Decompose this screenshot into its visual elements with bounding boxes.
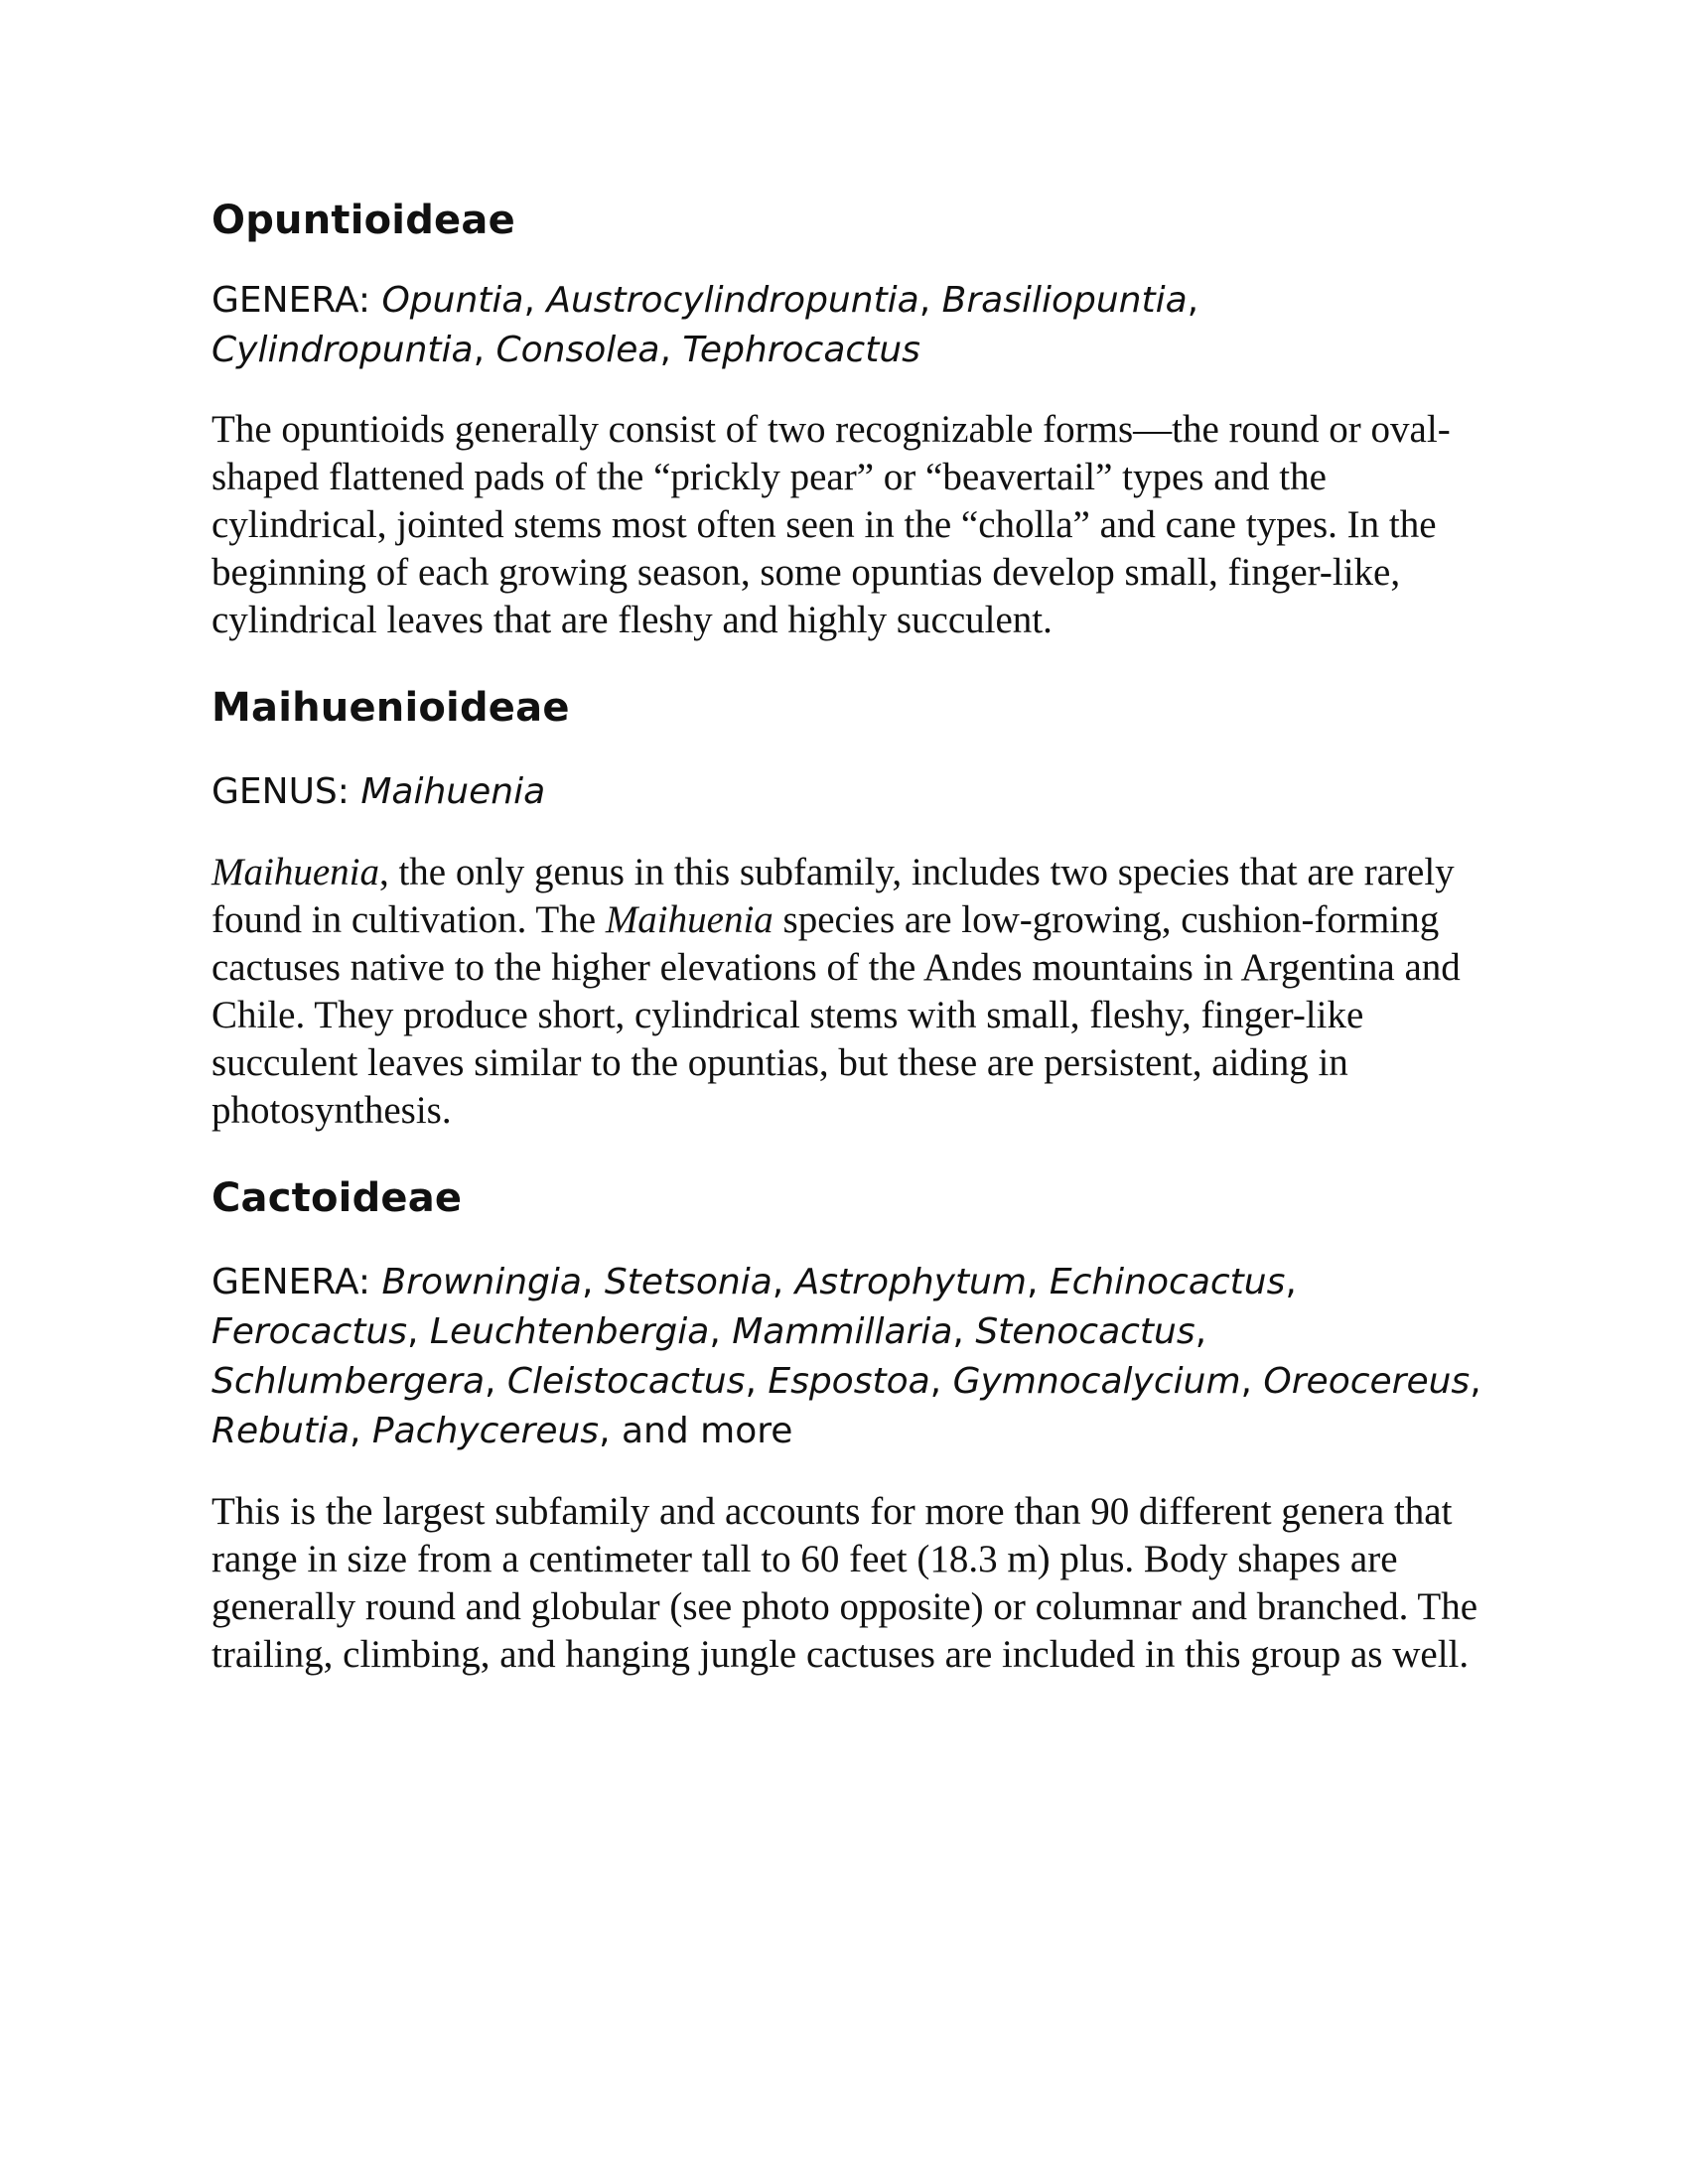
genus-name: Rebutia bbox=[211, 1411, 351, 1451]
genus-name: Brasiliopuntia bbox=[941, 280, 1188, 321]
genus-name: Astrophytum bbox=[794, 1262, 1027, 1302]
genus-separator: , bbox=[659, 330, 683, 370]
genus-separator: , bbox=[1187, 280, 1199, 321]
genera-list bbox=[211, 276, 1482, 375]
body-text-run: This is the largest subfamily and accounts for more than 90 different genera that range in size from a centimeter tall to 60 feet (18.3 m) plus. Body shapes are generally round and globular (see photo opposite) or columnar and branched. The trailing, climbing, and hanging jungle cactuses are included in this group as well. bbox=[211, 1490, 1478, 1676]
section-maihuenioideae bbox=[211, 684, 1502, 1135]
genus-name: Austrocylindropuntia bbox=[546, 280, 919, 321]
section-heading: Opuntioideae bbox=[211, 198, 515, 243]
genus-separator: , bbox=[709, 1311, 733, 1352]
genera-label: GENUS: bbox=[211, 771, 350, 812]
genus-separator: , bbox=[485, 1361, 507, 1402]
body-text-run-italic: Maihuenia bbox=[211, 851, 379, 893]
genus-name: Stenocactus bbox=[975, 1311, 1196, 1352]
genus-name: Cleistocactus bbox=[506, 1361, 746, 1402]
genus-name: Consolea bbox=[495, 330, 660, 370]
body-text-run: species are low-growing, cushion-forming cactuses native to the higher elevations of the Andes mountains in Argentina and Chile. They produce short, cylindrical stems with small, fleshy, finger-like succulent leaves similar to the opuntias, but these are persistent, aiding in photosynthesis. bbox=[211, 898, 1461, 1132]
section-heading: Cactoideae bbox=[211, 1175, 463, 1221]
genus-separator: , bbox=[1026, 1262, 1050, 1302]
genus-name: Espostoa bbox=[768, 1361, 930, 1402]
genus-name: Tephrocactus bbox=[682, 330, 920, 370]
genera-list bbox=[211, 1258, 1482, 1456]
genus-separator: , bbox=[929, 1361, 953, 1402]
genus-separator: , bbox=[581, 1262, 605, 1302]
section-body bbox=[211, 1488, 1492, 1679]
genera-label: GENERA: bbox=[211, 1262, 370, 1302]
genus-name: Browningia bbox=[381, 1262, 582, 1302]
genus-separator: , bbox=[1240, 1361, 1264, 1402]
genus-separator: , bbox=[1195, 1311, 1207, 1352]
genera-list bbox=[211, 767, 1482, 817]
genus-separator: , bbox=[952, 1311, 976, 1352]
body-text-run: The opuntioids generally consist of two recognizable forms—the round or oval-shaped flattened pads of the “prickly pear” or “beavertail” types and the cylindrical, jointed stems most often seen in the “cholla” and cane types. In the beginning of each growing season, some opuntias develop small, finger-like, cylindrical leaves that are fleshy and highly succulent. bbox=[211, 408, 1451, 641]
section-body bbox=[211, 849, 1492, 1135]
genus-name: Stetsonia bbox=[604, 1262, 773, 1302]
genera-label: GENERA: bbox=[211, 280, 370, 321]
genus-name: Mammillaria bbox=[732, 1311, 953, 1352]
genus-name: Oreocereus bbox=[1263, 1361, 1471, 1402]
section-body bbox=[211, 406, 1492, 644]
genera-suffix: , and more bbox=[599, 1411, 793, 1451]
section-opuntioideae bbox=[211, 197, 1502, 644]
genus-separator: , bbox=[745, 1361, 769, 1402]
genus-name: Cylindropuntia bbox=[211, 330, 474, 370]
body-text-run: , the only genus in this subfamily, includes two species that are rarely found in cultivation. The bbox=[211, 851, 1455, 941]
genus-name: Pachycereus bbox=[371, 1411, 600, 1451]
genus-separator: , bbox=[918, 280, 942, 321]
genus-separator: , bbox=[772, 1262, 795, 1302]
genus-separator: , bbox=[1285, 1262, 1297, 1302]
section-cactoideae bbox=[211, 1174, 1502, 1679]
genus-name: Ferocactus bbox=[211, 1311, 408, 1352]
genus-name: Schlumbergera bbox=[211, 1361, 486, 1402]
section-heading: Maihuenioideae bbox=[211, 685, 570, 731]
genus-name: Leuchtenbergia bbox=[429, 1311, 710, 1352]
genus-separator: , bbox=[350, 1411, 372, 1451]
genus-separator: , bbox=[473, 330, 496, 370]
body-text-run-italic: Maihuenia bbox=[605, 898, 774, 941]
genus-name: Gymnocalycium bbox=[952, 1361, 1241, 1402]
genus-name: Maihuenia bbox=[360, 771, 546, 812]
genus-name: Echinocactus bbox=[1049, 1262, 1286, 1302]
genus-name: Opuntia bbox=[381, 280, 524, 321]
genus-separator: , bbox=[407, 1311, 430, 1352]
document-page bbox=[211, 197, 1502, 1679]
genus-separator: , bbox=[1470, 1361, 1481, 1402]
genus-separator: , bbox=[523, 280, 547, 321]
